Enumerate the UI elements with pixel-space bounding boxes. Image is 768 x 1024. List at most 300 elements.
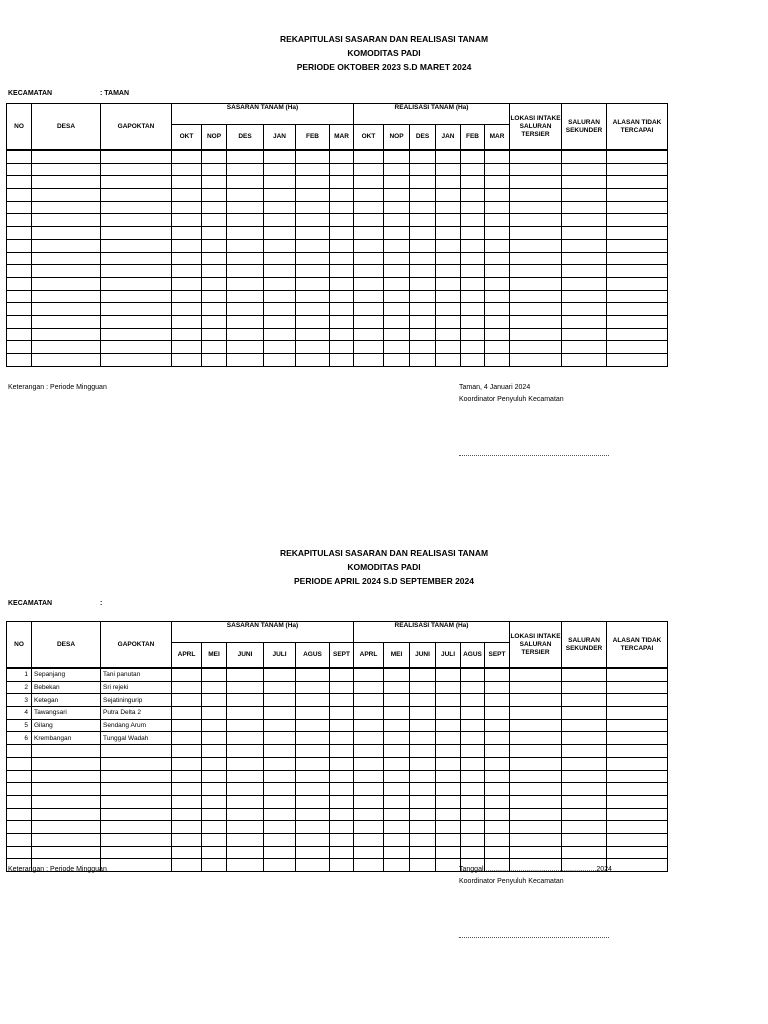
table-cell — [202, 833, 227, 846]
table-row — [7, 227, 668, 240]
title-line-2: KOMODITAS PADI — [347, 48, 421, 58]
table-cell — [461, 707, 485, 720]
header-sasaran: SASARAN TANAM (Ha) — [172, 622, 354, 643]
table-cell — [384, 757, 410, 770]
table-cell — [7, 189, 32, 202]
table-cell — [461, 354, 485, 367]
table-cell — [607, 176, 668, 189]
table-cell — [384, 694, 410, 707]
table-cell — [172, 303, 202, 316]
table-cell — [461, 239, 485, 252]
table-cell — [562, 265, 607, 278]
table-cell — [436, 176, 461, 189]
table-cell — [607, 150, 668, 163]
table-cell — [264, 214, 296, 227]
table-cell — [562, 201, 607, 214]
table-cell — [410, 681, 436, 694]
table-cell — [384, 745, 410, 758]
table-cell — [485, 668, 510, 681]
table-cell — [384, 846, 410, 859]
table-cell — [202, 694, 227, 707]
table-cell — [330, 201, 354, 214]
signature-block — [459, 382, 564, 406]
table-cell — [510, 732, 562, 745]
table-cell — [510, 707, 562, 720]
table-cell — [172, 227, 202, 240]
table-cell — [354, 668, 384, 681]
cell-desa: Gilang — [32, 719, 101, 732]
header-gapoktan: GAPOKTAN — [101, 622, 172, 669]
table-cell — [562, 227, 607, 240]
table-cell — [485, 303, 510, 316]
table-cell — [562, 707, 607, 720]
table-cell — [264, 833, 296, 846]
title-line-1: REKAPITULASI SASARAN DAN REALISASI TANAM — [279, 34, 489, 44]
table-cell — [354, 795, 384, 808]
table-cell — [410, 808, 436, 821]
table-cell — [436, 315, 461, 328]
table-cell — [354, 303, 384, 316]
cell-desa: Ketegan — [32, 694, 101, 707]
header-month: FEB — [461, 125, 485, 151]
table-cell — [410, 227, 436, 240]
header-month: AGUS — [461, 643, 485, 669]
table-cell — [227, 770, 264, 783]
table-cell — [227, 745, 264, 758]
table-cell — [172, 694, 202, 707]
table-cell — [461, 770, 485, 783]
table-cell — [562, 732, 607, 745]
table-cell — [296, 176, 330, 189]
table-cell — [607, 315, 668, 328]
table-cell — [436, 290, 461, 303]
table-cell — [296, 745, 330, 758]
table-cell — [607, 821, 668, 834]
table-cell — [330, 757, 354, 770]
table-cell — [296, 201, 330, 214]
table-cell — [32, 315, 101, 328]
table-row — [7, 719, 668, 732]
table-row — [7, 694, 668, 707]
table-cell — [202, 354, 227, 367]
table-cell — [485, 265, 510, 278]
table-cell — [384, 783, 410, 796]
table-cell — [436, 846, 461, 859]
table-cell — [436, 694, 461, 707]
table-cell — [384, 201, 410, 214]
table-cell — [330, 707, 354, 720]
table-cell — [384, 732, 410, 745]
header-month: APRL — [354, 643, 384, 669]
table-cell — [7, 303, 32, 316]
form-april-september — [0, 512, 768, 1024]
table-cell — [296, 694, 330, 707]
table-cell — [32, 303, 101, 316]
table-cell — [461, 201, 485, 214]
table-cell — [384, 354, 410, 367]
header-month: JUNI — [227, 643, 264, 669]
rekap-table — [6, 103, 668, 367]
table-cell — [202, 681, 227, 694]
table-cell — [461, 252, 485, 265]
table-cell — [485, 757, 510, 770]
table-cell — [354, 201, 384, 214]
table-cell — [296, 290, 330, 303]
table-cell — [510, 201, 562, 214]
table-cell — [485, 328, 510, 341]
table-cell — [330, 328, 354, 341]
table-cell — [562, 163, 607, 176]
table-cell — [510, 833, 562, 846]
table-cell — [296, 189, 330, 202]
table-cell — [354, 694, 384, 707]
table-cell — [485, 214, 510, 227]
table-cell — [101, 214, 172, 227]
table-cell — [461, 757, 485, 770]
table-cell — [202, 808, 227, 821]
table-cell — [384, 668, 410, 681]
table-cell — [330, 189, 354, 202]
table-cell — [384, 265, 410, 278]
header-month: FEB — [296, 125, 330, 151]
cell-gapoktan: Tunggal Wadah — [101, 732, 172, 745]
table-cell — [354, 315, 384, 328]
table-cell — [354, 745, 384, 758]
table-row — [7, 833, 668, 846]
table-cell — [354, 239, 384, 252]
table-cell — [296, 808, 330, 821]
table-cell — [510, 252, 562, 265]
table-cell — [264, 252, 296, 265]
table-cell — [264, 239, 296, 252]
table-cell — [172, 328, 202, 341]
table-cell — [227, 833, 264, 846]
table-cell — [172, 808, 202, 821]
table-cell — [384, 176, 410, 189]
table-cell — [264, 808, 296, 821]
table-cell — [562, 189, 607, 202]
table-cell — [607, 277, 668, 290]
table-cell — [485, 290, 510, 303]
table-row — [7, 239, 668, 252]
table-cell — [7, 821, 32, 834]
table-cell — [202, 227, 227, 240]
table-cell — [202, 821, 227, 834]
table-cell — [202, 290, 227, 303]
table-cell — [330, 227, 354, 240]
table-cell — [101, 290, 172, 303]
table-cell — [461, 227, 485, 240]
table-cell — [32, 290, 101, 303]
table-row — [7, 252, 668, 265]
table-cell — [485, 163, 510, 176]
table-cell — [330, 833, 354, 846]
table-cell — [330, 303, 354, 316]
table-cell — [7, 833, 32, 846]
table-cell — [227, 303, 264, 316]
table-cell — [264, 757, 296, 770]
table-cell — [410, 315, 436, 328]
table-cell — [296, 757, 330, 770]
table-row — [7, 795, 668, 808]
table-cell — [384, 808, 410, 821]
table-cell — [354, 770, 384, 783]
table-cell — [32, 227, 101, 240]
table-cell — [410, 821, 436, 834]
header-month: SEPT — [485, 643, 510, 669]
table-cell — [32, 354, 101, 367]
table-cell — [562, 252, 607, 265]
table-row — [7, 745, 668, 758]
cell-gapoktan: Putra Delta 2 — [101, 707, 172, 720]
table-cell — [436, 757, 461, 770]
table-cell — [202, 303, 227, 316]
table-row — [7, 757, 668, 770]
table-cell — [227, 694, 264, 707]
table-cell — [384, 150, 410, 163]
table-cell — [202, 846, 227, 859]
table-cell — [410, 176, 436, 189]
table-cell — [32, 757, 101, 770]
table-cell — [410, 163, 436, 176]
table-cell — [32, 189, 101, 202]
table-cell — [202, 745, 227, 758]
header-sasaran: SASARAN TANAM (Ha) — [172, 104, 354, 125]
table-cell — [227, 227, 264, 240]
table-row — [7, 214, 668, 227]
table-cell — [461, 303, 485, 316]
header-month: JULI — [436, 643, 461, 669]
table-cell — [510, 668, 562, 681]
table-cell — [510, 808, 562, 821]
table-cell — [461, 846, 485, 859]
table-cell — [436, 783, 461, 796]
table-cell — [354, 783, 384, 796]
table-cell — [436, 150, 461, 163]
table-cell — [330, 770, 354, 783]
table-cell — [562, 303, 607, 316]
table-cell — [7, 163, 32, 176]
table-cell — [172, 795, 202, 808]
table-cell — [330, 265, 354, 278]
table-cell — [296, 239, 330, 252]
table-cell — [607, 328, 668, 341]
table-cell — [410, 150, 436, 163]
table-cell — [485, 821, 510, 834]
table-cell — [264, 176, 296, 189]
table-cell — [202, 707, 227, 720]
table-cell — [227, 328, 264, 341]
table-cell — [264, 783, 296, 796]
table-cell — [607, 732, 668, 745]
header-sekunder: SALURAN SEKUNDER — [562, 104, 607, 151]
table-cell — [330, 719, 354, 732]
table-cell — [461, 808, 485, 821]
table-cell — [562, 783, 607, 796]
form-title — [0, 32, 768, 74]
keterangan-note: Keterangan : Periode Mingguan — [8, 384, 107, 391]
table-cell — [172, 707, 202, 720]
table-cell — [330, 277, 354, 290]
keterangan-note: Keterangan : Periode Mingguan — [8, 866, 107, 873]
table-cell — [607, 757, 668, 770]
table-cell — [436, 239, 461, 252]
table-row — [7, 201, 668, 214]
table-cell — [410, 354, 436, 367]
header-month: JULI — [264, 643, 296, 669]
table-cell — [172, 189, 202, 202]
header-lokasi: LOKASI INTAKE SALURAN TERSIER — [510, 622, 562, 669]
table-cell — [32, 745, 101, 758]
table-cell — [461, 795, 485, 808]
table-cell — [172, 719, 202, 732]
table-cell — [101, 745, 172, 758]
cell-no: 2 — [7, 681, 32, 694]
table-cell — [510, 694, 562, 707]
table-cell — [7, 795, 32, 808]
table-cell — [485, 176, 510, 189]
table-cell — [32, 783, 101, 796]
table-cell — [227, 354, 264, 367]
header-month: DES — [410, 125, 436, 151]
table-cell — [410, 252, 436, 265]
table-cell — [101, 239, 172, 252]
table-cell — [436, 252, 461, 265]
table-cell — [410, 303, 436, 316]
header-month: DES — [227, 125, 264, 151]
table-cell — [410, 846, 436, 859]
table-cell — [172, 770, 202, 783]
table-cell — [354, 265, 384, 278]
header-no: NO — [7, 104, 32, 151]
table-cell — [607, 859, 668, 872]
table-cell — [172, 277, 202, 290]
table-cell — [264, 795, 296, 808]
table-cell — [607, 227, 668, 240]
table-cell — [461, 265, 485, 278]
cell-no: 1 — [7, 668, 32, 681]
table-cell — [510, 214, 562, 227]
header-month: JAN — [264, 125, 296, 151]
table-cell — [410, 277, 436, 290]
table-cell — [32, 833, 101, 846]
table-cell — [202, 315, 227, 328]
table-cell — [436, 227, 461, 240]
table-cell — [202, 795, 227, 808]
kecamatan-value: : TAMAN — [100, 90, 130, 97]
table-cell — [485, 239, 510, 252]
table-row — [7, 668, 668, 681]
table-cell — [410, 239, 436, 252]
table-cell — [510, 303, 562, 316]
table-row — [7, 681, 668, 694]
table-cell — [436, 745, 461, 758]
table-cell — [227, 846, 264, 859]
table-cell — [562, 341, 607, 354]
table-cell — [101, 277, 172, 290]
kecamatan-row — [8, 90, 129, 97]
table-cell — [227, 668, 264, 681]
table-cell — [7, 290, 32, 303]
table-cell — [384, 719, 410, 732]
header-realisasi: REALISASI TANAM (Ha) — [354, 622, 510, 643]
table-cell — [296, 770, 330, 783]
table-cell — [101, 201, 172, 214]
table-cell — [101, 795, 172, 808]
table-cell — [436, 341, 461, 354]
table-cell — [227, 315, 264, 328]
table-cell — [202, 150, 227, 163]
table-cell — [296, 315, 330, 328]
table-cell — [264, 681, 296, 694]
table-cell — [227, 795, 264, 808]
table-cell — [32, 265, 101, 278]
table-cell — [32, 239, 101, 252]
table-cell — [461, 745, 485, 758]
table-cell — [7, 201, 32, 214]
table-cell — [296, 719, 330, 732]
table-cell — [264, 846, 296, 859]
table-cell — [227, 808, 264, 821]
table-cell — [384, 277, 410, 290]
table-cell — [330, 808, 354, 821]
table-cell — [296, 214, 330, 227]
table-cell — [485, 694, 510, 707]
table-cell — [410, 328, 436, 341]
table-cell — [296, 821, 330, 834]
table-cell — [227, 859, 264, 872]
table-cell — [32, 846, 101, 859]
rekap-table — [6, 621, 668, 872]
table-cell — [264, 859, 296, 872]
table-cell — [330, 795, 354, 808]
cell-no: 3 — [7, 694, 32, 707]
table-cell — [32, 328, 101, 341]
cell-desa: Tawangsari — [32, 707, 101, 720]
table-cell — [330, 732, 354, 745]
table-cell — [607, 833, 668, 846]
table-cell — [330, 239, 354, 252]
table-cell — [296, 707, 330, 720]
table-cell — [384, 163, 410, 176]
table-cell — [202, 770, 227, 783]
table-cell — [436, 719, 461, 732]
table-row — [7, 846, 668, 859]
header-month: APRL — [172, 643, 202, 669]
table-cell — [410, 859, 436, 872]
table-cell — [264, 745, 296, 758]
table-row — [7, 176, 668, 189]
table-cell — [562, 770, 607, 783]
table-cell — [264, 732, 296, 745]
table-cell — [485, 833, 510, 846]
table-cell — [172, 201, 202, 214]
header-month: MEI — [384, 643, 410, 669]
table-cell — [227, 265, 264, 278]
table-cell — [354, 859, 384, 872]
table-cell — [227, 214, 264, 227]
table-cell — [172, 732, 202, 745]
table-row — [7, 328, 668, 341]
table-cell — [172, 341, 202, 354]
table-cell — [384, 328, 410, 341]
table-cell — [202, 277, 227, 290]
table-cell — [510, 315, 562, 328]
table-cell — [354, 732, 384, 745]
table-cell — [607, 341, 668, 354]
table-cell — [510, 239, 562, 252]
table-cell — [172, 821, 202, 834]
